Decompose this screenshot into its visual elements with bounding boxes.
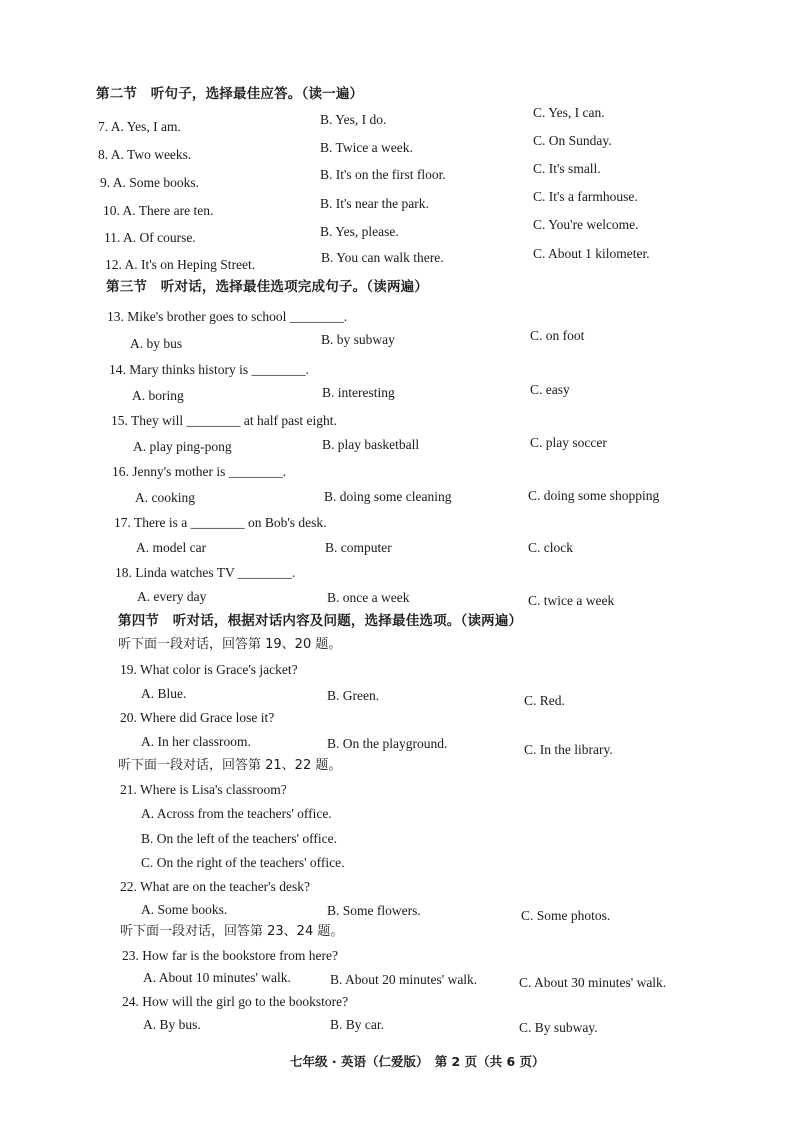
q10-option-c: C. It's a farmhouse. <box>533 189 638 204</box>
q8-option-b: B. Twice a week. <box>320 140 413 155</box>
q19-option-c: C. Red. <box>524 693 565 708</box>
q9-option-c: C. It's small. <box>533 161 601 176</box>
q21-stem: 21. Where is Lisa's classroom? <box>120 782 287 797</box>
q21-option-a: A. Across from the teachers' office. <box>141 806 332 821</box>
q20-stem: 20. Where did Grace lose it? <box>120 710 275 725</box>
q18-option-a: A. every day <box>137 589 207 604</box>
q8-option-a: 8. A. Two weeks. <box>98 147 192 162</box>
q13-option-b: B. by subway <box>321 332 395 347</box>
q11-option-c: C. You're welcome. <box>533 217 639 232</box>
q23-stem: 23. How far is the bookstore from here? <box>122 948 338 963</box>
q23-option-b: B. About 20 minutes' walk. <box>330 972 478 987</box>
q21-option-c: C. On the right of the teachers' office. <box>141 855 345 870</box>
q11-option-a: 11. A. Of course. <box>104 230 196 245</box>
q23-option-c: C. About 30 minutes' walk. <box>519 975 667 990</box>
q12-option-b: B. You can walk there. <box>321 250 444 265</box>
q23-option-a: A. About 10 minutes' walk. <box>143 970 291 985</box>
q22-option-b: B. Some flowers. <box>327 903 421 918</box>
q19-stem: 19. What color is Grace's jacket? <box>120 662 298 677</box>
q14-option-c: C. easy <box>530 382 570 397</box>
q20-option-c: C. In the library. <box>524 742 613 757</box>
q18-option-c: C. twice a week <box>528 593 615 608</box>
q13-stem: 13. Mike's brother goes to school ________. <box>107 309 348 324</box>
q10-option-b: B. It's near the park. <box>320 196 429 211</box>
intro-23-24: 听下面一段对话，回答第 23、24 题。 <box>120 924 344 939</box>
q22-option-c: C. Some photos. <box>521 908 611 923</box>
intro-19-20: 听下面一段对话，回答第 19、20 题。 <box>118 637 342 652</box>
q12-option-c: C. About 1 kilometer. <box>533 246 650 261</box>
q20-option-b: B. On the playground. <box>327 736 448 751</box>
q17-option-a: A. model car <box>136 540 207 555</box>
q8-option-c: C. On Sunday. <box>533 133 612 148</box>
section-3-title: 第三节 听对话，选择最佳选项完成句子。（读两遍） <box>106 279 429 295</box>
q10-option-a: 10. A. There are ten. <box>103 203 214 218</box>
q24-option-c: C. By subway. <box>519 1020 598 1035</box>
section-2-title: 第二节 听句子，选择最佳应答。（读一遍） <box>96 86 364 102</box>
section-4-title: 第四节 听对话，根据对话内容及问题，选择最佳选项。（读两遍） <box>118 613 523 629</box>
q9-option-b: B. It's on the first floor. <box>320 167 446 182</box>
q17-stem: 17. There is a ________ on Bob's desk. <box>114 515 327 530</box>
q9-option-a: 9. A. Some books. <box>100 175 200 190</box>
q20-option-a: A. In her classroom. <box>141 734 251 749</box>
q15-option-c: C. play soccer <box>530 435 607 450</box>
q16-option-b: B. doing some cleaning <box>324 489 452 504</box>
q7-option-a: 7. A. Yes, I am. <box>98 119 181 134</box>
q7-option-b: B. Yes, I do. <box>320 112 387 127</box>
q22-option-a: A. Some books. <box>141 902 228 917</box>
q19-option-a: A. Blue. <box>141 686 187 701</box>
q24-option-a: A. By bus. <box>143 1017 201 1032</box>
q16-option-c: C. doing some shopping <box>528 488 660 503</box>
q15-stem: 15. They will ________ at half past eight. <box>111 413 337 428</box>
q19-option-b: B. Green. <box>327 688 380 703</box>
q17-option-b: B. computer <box>325 540 392 555</box>
q16-option-a: A. cooking <box>135 490 195 505</box>
page-footer: 七年级 · 英语（仁爱版） 第 2 页（共 6 页） <box>290 1054 545 1069</box>
q18-option-b: B. once a week <box>327 590 410 605</box>
intro-21-22: 听下面一段对话，回答第 21、22 题。 <box>118 758 342 773</box>
q12-option-a: 12. A. It's on Heping Street. <box>105 257 256 272</box>
q14-option-a: A. boring <box>132 388 184 403</box>
q18-stem: 18. Linda watches TV ________. <box>115 565 296 580</box>
q13-option-c: C. on foot <box>530 328 585 343</box>
q14-stem: 14. Mary thinks history is ________. <box>109 362 309 377</box>
q15-option-b: B. play basketball <box>322 437 420 452</box>
q11-option-b: B. Yes, please. <box>320 224 399 239</box>
q16-stem: 16. Jenny's mother is ________. <box>112 464 287 479</box>
q24-stem: 24. How will the girl go to the bookstore? <box>122 994 349 1009</box>
q22-stem: 22. What are on the teacher's desk? <box>120 879 310 894</box>
q24-option-b: B. By car. <box>330 1017 384 1032</box>
q17-option-c: C. clock <box>528 540 573 555</box>
q13-option-a: A. by bus <box>130 336 183 351</box>
q15-option-a: A. play ping-pong <box>133 439 232 454</box>
q14-option-b: B. interesting <box>322 385 395 400</box>
q21-option-b: B. On the left of the teachers' office. <box>141 831 337 846</box>
q7-option-c: C. Yes, I can. <box>533 105 605 120</box>
